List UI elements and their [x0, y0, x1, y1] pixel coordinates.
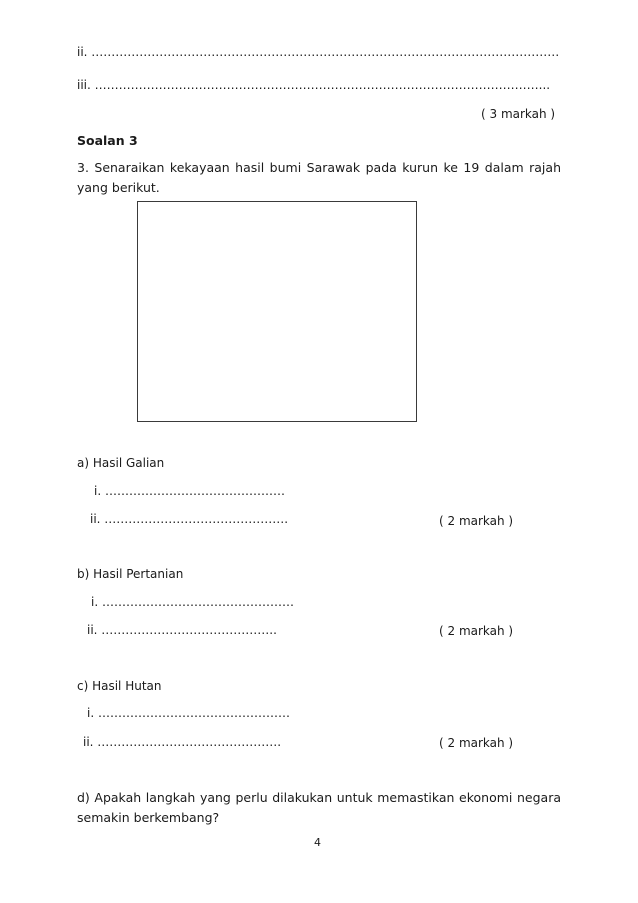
- part-a-line-ii: ii. ……………………………………….: [90, 512, 289, 526]
- part-c-marks: ( 2 markah ): [439, 736, 514, 750]
- marks-label: ( 3 markah ): [481, 107, 556, 121]
- page-number: 4: [314, 836, 321, 849]
- answer-line-ii-text: ii. ………………………………………………………………………………………………………: [77, 45, 560, 59]
- question-text: 3. Senaraikan kekayaan hasil bumi Sarawak pada kurun ke 19 dalam rajah yang berikut.: [77, 160, 561, 195]
- part-b-label: b) Hasil Pertanian: [77, 567, 184, 581]
- part-c-line-i: i. …………………………………………: [87, 706, 290, 720]
- part-b-marks: ( 2 markah ): [439, 624, 514, 638]
- answer-line-iii-text: iii. …………………………………………………………………………………………………...: [77, 78, 551, 92]
- part-b-line-i: i. …………………………………………: [91, 595, 294, 609]
- part-a-label: a) Hasil Galian: [77, 456, 165, 470]
- diagram-box: [137, 201, 417, 422]
- answer-line-ii: [77, 44, 559, 60]
- part-a-line-i: i. ………………………………………: [94, 484, 285, 498]
- part-c-label: c) Hasil Hutan: [77, 679, 162, 693]
- part-a-marks: ( 2 markah ): [439, 514, 514, 528]
- question-d-text: d) Apakah langkah yang perlu dilakukan untuk memastikan ekonomi negara semakin berkembang?: [77, 790, 561, 825]
- part-c-line-ii: ii. ……………………………………….: [83, 735, 282, 749]
- answer-line-iii: [77, 77, 550, 93]
- section-title: Soalan 3: [77, 133, 138, 148]
- part-b-line-ii: ii. ……………………………………..: [87, 623, 277, 637]
